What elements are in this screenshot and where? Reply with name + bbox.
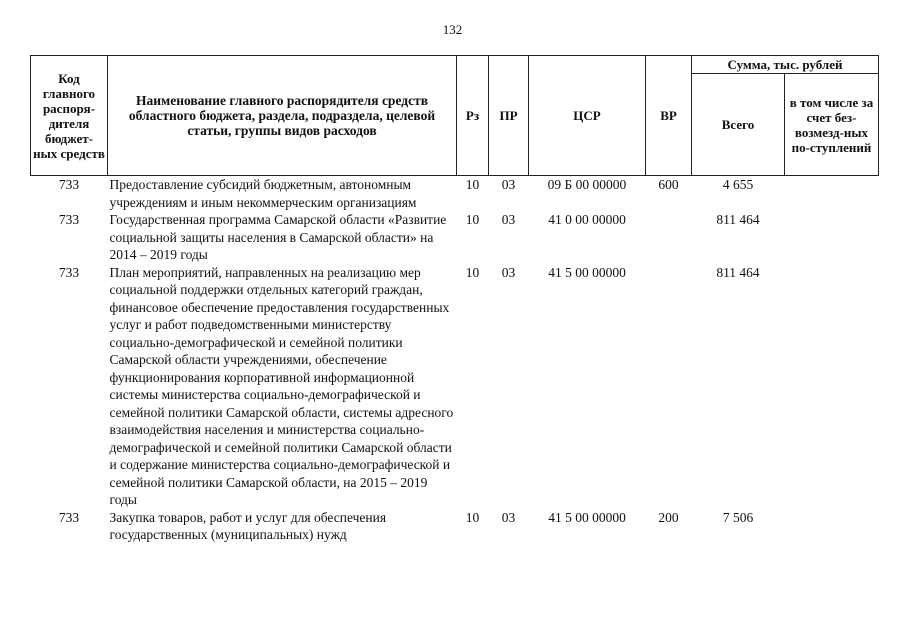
header-rz: Рз xyxy=(457,56,489,176)
row-total: 811 464 xyxy=(716,212,760,227)
row-total: 7 506 xyxy=(722,509,754,525)
table-header xyxy=(31,56,879,176)
row-csr: 41 5 00 00000 xyxy=(548,264,626,280)
row-vr xyxy=(646,264,692,509)
header-free: в том числе за счет без-возмезд-ных по-ступлений xyxy=(785,74,879,176)
row-csr: 41 0 00 00000 xyxy=(548,212,626,227)
table-row xyxy=(31,176,879,212)
row-name: План мероприятий, направленных на реализацию мер социальной поддержки отдельных категорий граждан, финансовое обеспечение предоставления государственных услуг и работ подведомственными министерству социально-демографической и семейной политики Самарской области учреждениями, обеспечение функционирования корпоративной информационной системы министерства социально-демографической и семейной политики Самарской области, системы адресного взаимодействия населения и министерства социально-демографической и семейной политики Самарской области и содержание министерства социально-демографической и семейной политики Самарской области, на 2015 – 2019 годы xyxy=(109,264,454,507)
header-sum: Сумма, тыс. рублей xyxy=(692,56,879,74)
row-pr: 03 xyxy=(501,177,516,192)
header-pr: ПР xyxy=(489,56,529,176)
table-row xyxy=(31,509,879,544)
budget-table xyxy=(30,55,879,544)
row-name: Предоставление субсидий бюджетным, автономным учреждениям и иным некоммерческим организациям xyxy=(109,177,417,210)
table-body xyxy=(31,176,879,544)
row-free xyxy=(785,264,879,509)
header-vr: ВР xyxy=(646,56,692,176)
row-code: 733 xyxy=(58,212,80,227)
row-csr: 09 Б 00 00000 xyxy=(547,177,627,192)
row-code: 733 xyxy=(58,177,80,192)
header-total: Всего xyxy=(692,74,785,176)
row-free xyxy=(785,176,879,212)
row-rz: 10 xyxy=(465,264,480,280)
header-csr: ЦСР xyxy=(529,56,646,176)
row-vr: 200 xyxy=(658,509,679,525)
row-vr xyxy=(646,211,692,264)
row-pr: 03 xyxy=(501,509,516,525)
row-name: Закупка товаров, работ и услуг для обеспечения государственных (муниципальных) нужд xyxy=(109,509,387,542)
row-rz: 10 xyxy=(465,509,480,525)
header-code: Код главного распоря-дителя бюджет-ных средств xyxy=(31,56,108,176)
table-row xyxy=(31,211,879,264)
row-vr: 600 xyxy=(658,177,679,192)
page-number: 132 xyxy=(442,22,463,37)
row-pr: 03 xyxy=(501,264,516,280)
row-free xyxy=(785,509,879,544)
table-row xyxy=(31,264,879,509)
row-code: 733 xyxy=(58,264,80,280)
row-code: 733 xyxy=(58,509,80,525)
row-pr: 03 xyxy=(501,212,516,227)
row-total: 4 655 xyxy=(722,177,754,192)
header-name: Наименование главного распорядителя средств областного бюджета, раздела, подраздела, целевой статьи, группы видов расходов xyxy=(108,56,457,176)
row-name: Государственная программа Самарской области «Развитие социальной защиты населения в Самарской области» на 2014 – 2019 годы xyxy=(109,212,447,262)
row-rz: 10 xyxy=(465,177,480,192)
row-free xyxy=(785,211,879,264)
row-total: 811 464 xyxy=(716,264,760,280)
row-csr: 41 5 00 00000 xyxy=(548,509,626,525)
row-rz: 10 xyxy=(465,212,480,227)
